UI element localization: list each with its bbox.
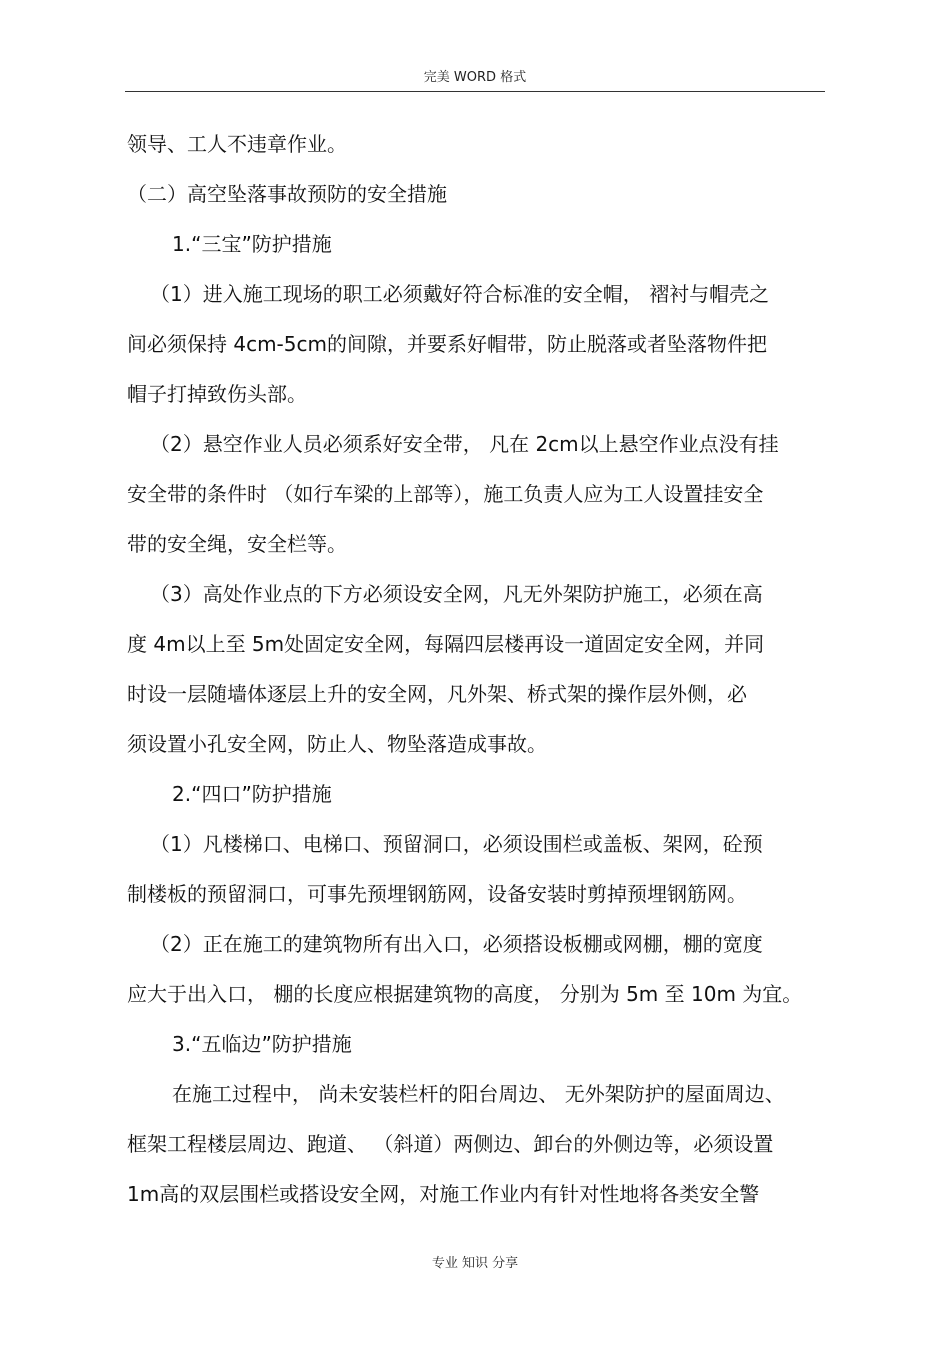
text-line-9: 带的安全绳，安全栏等。 bbox=[127, 532, 347, 556]
section-heading-fall-prevention: （二）高空坠落事故预防的安全措施 bbox=[127, 182, 447, 206]
text-line-4: （1）进入施工现场的职工必须戴好符合标准的安全帽， 褶衬与帽壳之 bbox=[150, 282, 770, 306]
page-footer: 专业 知识 分享 bbox=[431, 1256, 519, 1271]
text-line-8: 安全带的条件时 （如行车梁的上部等），施工负责人应为工人设置挂安全 bbox=[127, 482, 764, 506]
text-line-11: 度 4m以上至 5m处固定安全网，每隔四层楼再设一道固定安全网，并同 bbox=[127, 632, 765, 656]
header-divider bbox=[125, 91, 825, 92]
subheading-five-edges: 3.“五临边”防护措施 bbox=[172, 1032, 352, 1056]
text-line-17: （2）正在施工的建筑物所有出入口，必须搭设板棚或网棚，棚的宽度 bbox=[150, 932, 763, 956]
text-line-15: （1）凡楼梯口、电梯口、预留洞口，必须设围栏或盖板、架网，砼预 bbox=[150, 832, 763, 856]
subheading-four-openings: 2.“四口”防护措施 bbox=[172, 782, 332, 806]
text-line-18: 应大于出入口， 棚的长度应根据建筑物的高度， 分别为 5m 至 10m 为宜。 bbox=[127, 982, 803, 1006]
text-line-10: （3）高处作业点的下方必须设安全网，凡无外架防护施工，必须在高 bbox=[150, 582, 763, 606]
text-line-5: 间必须保持 4cm-5cm的间隙，并要系好帽带，防止脱落或者坠落物件把 bbox=[127, 332, 767, 356]
text-line-16: 制楼板的预留洞口，可事先预埋钢筋网，设备安装时剪掉预埋钢筋网。 bbox=[127, 882, 747, 906]
text-line-6: 帽子打掉致伤头部。 bbox=[127, 382, 307, 406]
text-line-7: （2）悬空作业人员必须系好安全带， 凡在 2cm以上悬空作业点没有挂 bbox=[150, 432, 779, 456]
subheading-three-treasures: 1.“三宝”防护措施 bbox=[172, 232, 332, 256]
page-header: 完美 WORD 格式 bbox=[423, 70, 527, 85]
text-line-21: 框架工程楼层周边、跑道、 （斜道）两侧边、卸台的外侧边等，必须设置 bbox=[127, 1132, 774, 1156]
text-line-12: 时设一层随墙体逐层上升的安全网，凡外架、桥式架的操作层外侧，必 bbox=[127, 682, 747, 706]
text-line-13: 须设置小孔安全网，防止人、物坠落造成事故。 bbox=[127, 732, 547, 756]
text-line-22: 1m高的双层围栏或搭设安全网，对施工作业内有针对性地将各类安全警 bbox=[127, 1182, 760, 1206]
text-line-20: 在施工过程中， 尚未安装栏杆的阳台周边、 无外架防护的屋面周边、 bbox=[172, 1082, 785, 1106]
text-line-1: 领导、工人不违章作业。 bbox=[127, 132, 347, 156]
